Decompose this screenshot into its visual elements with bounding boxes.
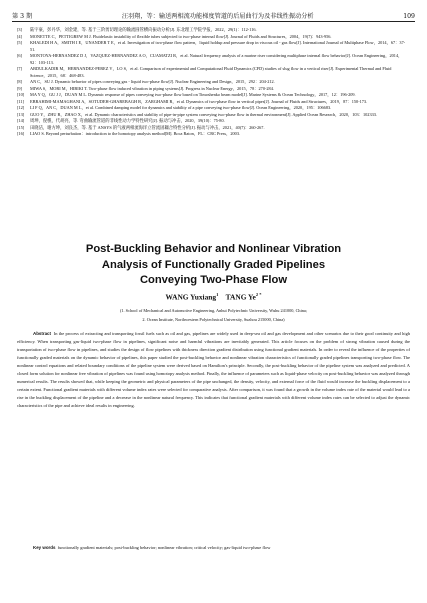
running-header [12, 6, 415, 20]
reference-text: GUO Y，ZHU B，ZHAO X，et al. Dynamic characteristics and stability of pipe-in-pipe system conveying two-phase flow in thermal environment[J]. Applied Ocean Research，2020，103：102333. [30, 111, 377, 117]
reference-text: EBRAHIMI-MAMAGHANI A，SOTUDEH-GHAREBAGH R，ZARGHAMI R，et al. Dynamics of two-phase flow in vertical pipes[J]. Journal of Fluids and Structures，2019，87：150-173. [30, 98, 368, 104]
title-line: Post-Buckling Behavior and Nonlinear Vibration [85, 243, 342, 255]
reference-text: KHALEDI H A，SMITH I E，UNANDER T E，et al. Investigation of two-phase flow pattern，liquid holdup and pressure drop in viscous oil - gas flow[J]. International Journal of Multiphase Flow，2014，67：37-51. [30, 40, 406, 52]
reference-text: MA Y Q，GU J J，DUAN M L. Dynamic response of pipes conveying two-phase flow based on Timoshenko beam model[J]. Marine Systems & Ocean Technology，2017，12：196-209. [30, 92, 356, 97]
author-name: WANG Yuxiang [165, 292, 217, 302]
reference-number: [16] [17, 131, 25, 136]
reference-number: [7] [17, 66, 23, 71]
issue-label: 第 3 期 [12, 13, 33, 20]
affiliations [20, 307, 407, 324]
reference-text: ABDULKADIR M，HERNANDEZ-PEREZ V，LO S，et al. Comparison of experimental and Computational Fluid Dynamics (CFD) studies of slug flow in a vertical riser[J]. Experimental Thermal and Fluid Science，2015，68：468-483. [30, 66, 392, 78]
reference-text: 陆宇豪，彭丹华，刘金建，等. 基于三阶剪切理论的输流圆管横向振动分析[J]. 东北理工学院学报，2022，29(1)：112-116. [30, 27, 257, 32]
reference-text: LI F Q，AN C，DUAN M L，et al. Combined damping model for dynamics and stability of a pipe conveying two-phase flow[J]. Ocean Engineering，2020，195：106683. [30, 105, 332, 110]
reference-text: 田晓洁，谢方坤，刘良杰，等. 基于 ANSYS 的气液两相流海洋立管流固耦合特性分析[J]. 振动与冲击，2021，40(7)：260-267. [30, 124, 265, 130]
reference-number: [10] [17, 92, 25, 97]
affiliation-line: 2. Ocean Institute, Northwestern Polytechnical University, Suzhou 215000, China) [142, 316, 285, 322]
author-superscript: 1 [216, 292, 219, 297]
reference-number: [11] [17, 98, 24, 104]
reference-text: MONTOYA-HERNANDEZ D J，VAZQUEZ-HERNANDEZ A O，CUAMATZI R，et al. Natural frequency analysis of a marine riser considering multiphase internal flow behavior[J]. Ocean Engineering，2014，92：103-113. [30, 53, 403, 65]
title-line: Analysis of Functionally Graded Pipelines [101, 258, 326, 271]
reference-number: [4] [17, 33, 23, 39]
reference-number: [8] [17, 79, 23, 84]
author-line [20, 292, 407, 301]
reference-number: [15] [17, 124, 25, 130]
reference-number: [13] [17, 111, 25, 117]
reference-text: MIWA S，MORI M，HIBIKI T. Two-phase flow induced vibration in piping systems[J]. Progress in Nuclear Energy，2015，78：270-284. [30, 85, 274, 91]
reference-list [17, 27, 410, 138]
reference-number: [3] [17, 27, 23, 32]
page-number: 109 [403, 13, 415, 20]
reference-text: MONETTE C，PETTIGREW M J. Fluidelastic instability of flexible tubes subjected to two-phase internal flow[J]. Journal of Fluids and Structures，2004，19(7)：943-956. [30, 33, 332, 39]
reference-number: [6] [17, 53, 23, 58]
reference-item [17, 40, 410, 53]
title-line: Conveying Two-Phase Flow [139, 274, 288, 286]
keywords-paragraph [17, 544, 410, 552]
abstract-label: Abstract [33, 331, 52, 336]
reference-number: [5] [17, 40, 23, 45]
keywords-label: Key words [33, 545, 56, 550]
author-name: TANG Ye [225, 292, 256, 302]
reference-number: [9] [17, 85, 23, 91]
reference-text: LIAO S. Beyond perturbation：introduction to the homotopy analysis method[M]. Boca Raton，FL：CRC Press，2003. [30, 131, 241, 136]
reference-item [17, 53, 410, 66]
paper-title [20, 242, 407, 289]
author-superscript: 2 * [255, 292, 262, 297]
reference-item [17, 66, 410, 79]
abstract-paragraph [17, 330, 410, 410]
reference-text: 周坤，倪樵，代胡亮，等. 弯曲输流管道的非线性动力学特性研究[J]. 振动与冲击，2020，39(10)：75-80. [30, 118, 225, 123]
affiliation-line: (1. School of Mechanical and Automotive Engineering, Anhui Polytechnic University, Wuhu 241000, China; [119, 308, 308, 313]
keywords-text: functionally gradient materials; post-buckling behavior; nonlinear vibration; critical velocity; gas-liquid two-phase flow [57, 545, 271, 550]
abstract-text: In the process of extracting and transporting fossil fuels such as oil and gas, pipelines are widely used in deep-sea oil and gas development and other scenarios due to their good continuity and high efficiency. When transporting gas-liquid two-phase flow in pipelines, significant noise and harmful vibrations are inevitably generated. This article focuses on the problem of strong vibration caused during the transportation of two-phase flow in pipelines, and studies the design of flow pipelines with thickness direction gradient distribution using functional gradient materials. In order to reveal the influence of the properties of functionally graded materials on the dynamic behavior of pipelines, this paper studied the post-buckling behavior and nonlinear vibration characteristics of functionally graded pipelines transporting two-phase flow. The nonlinear control equations and related boundary conditions of the pipeline system were derived based on Hamilton's principle. Secondly, the post-buckling behavior of the pipeline system was analyzed and predicted. A closed form solution for nonlinear free vibration of pipelines was found using homotopy analysis method. Finally, the influence of parameters such as liquid-phase velocity on post-buckling behavior was analyzed through numerical results. The results showed that, while keeping the geometric and physical parameters of the pipe unchanged, the density, velocity, and external force of the fluid would increase the buckling displacement to a certain extent. Functional gradient materials with different volume index rates were selected for comparative analysis. After comparison, it was found that a growth in the volume index rate of the material would lead to a rise in the buckling displacement of the pipeline and a decrease in the nonlinear natural frequency. This indicates that functional gradient materials with different volume index rates can be selected to adjust the dynamic characteristics of the pipe and achieve ideal results in engineering. [17, 331, 411, 408]
running-title: 汪羽翔，等：输送两相流功能梯度管道的后屈曲行为及非线性振动分析 [121, 13, 314, 20]
reference-number: [14] [17, 118, 25, 123]
reference-text: AN C，SU J. Dynamic behavior of pipes conveying gas - liquid two-phase flow[J]. Nuclear Engineering and Design，2015，292：204-212. [30, 79, 275, 84]
header-rule [12, 21, 415, 22]
reference-item [17, 131, 410, 138]
reference-number: [12] [17, 105, 25, 110]
